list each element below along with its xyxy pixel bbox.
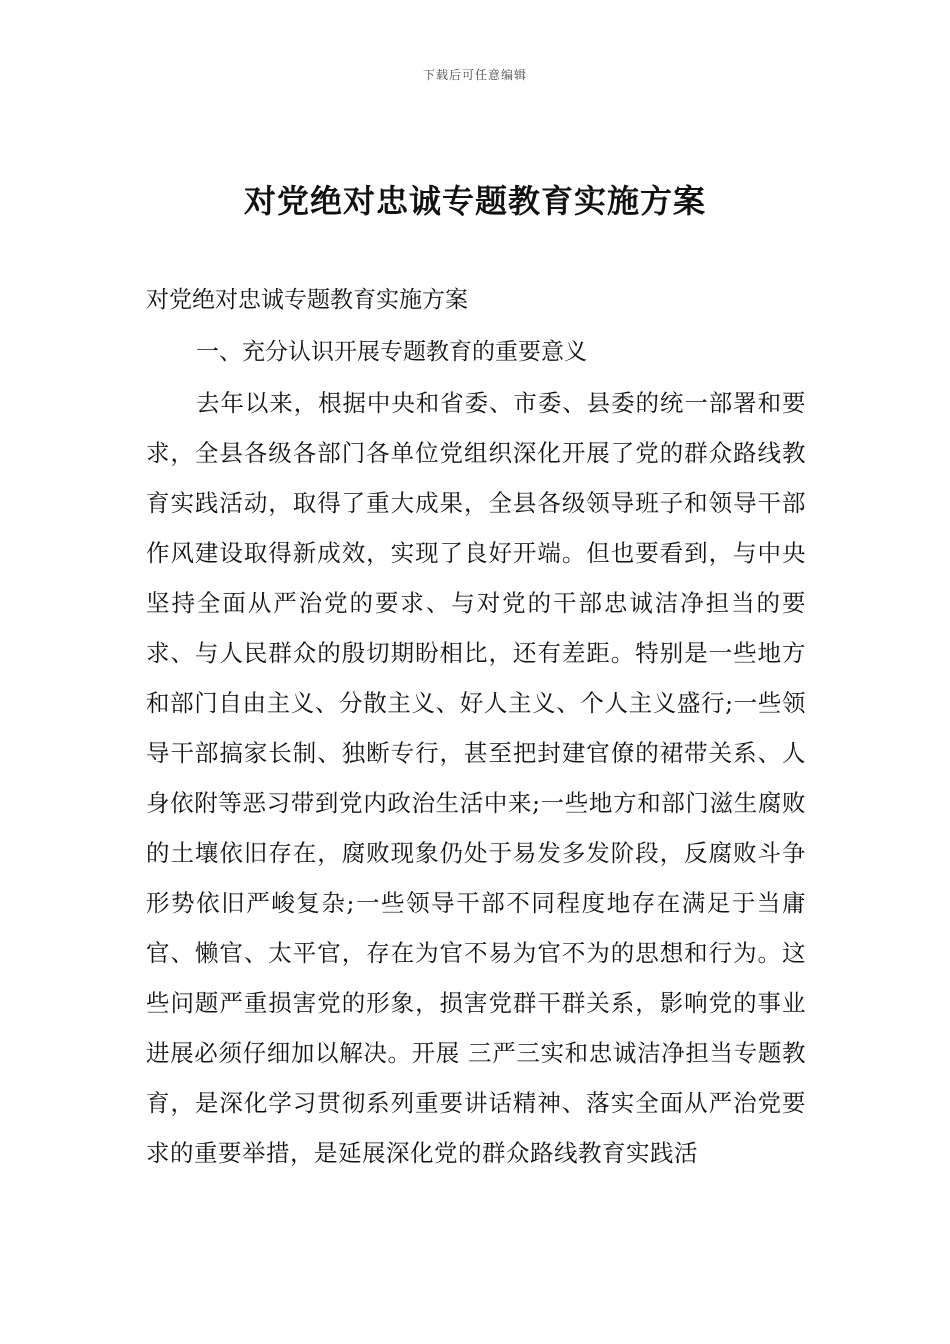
body-paragraph: 去年以来，根据中央和省委、市委、县委的统一部署和要求，全县各级各部门各单位党组织深化开展了党的群众路线教育实践活动，取得了重大成果，全县各级领导班子和领导干部作风建设取得新成效，实现了良好开端。但也要看到，与中央坚持全面从严治党的要求、与对党的干部忠诚洁净担当的要求、与人民群众的殷切期盼相比，还有差距。特别是一些地方和部门自由主义、分散主义、好人主义、个人主义盛行;一些领导干部搞家长制、独断专行，甚至把封建官僚的裙带关系、人身依附等恶习带到党内政治生活中来;一些地方和部门滋生腐败的土壤依旧存在，腐败现象仍处于易发多发阶段，反腐败斗争形势依旧严峻复杂;一些领导干部不同程度地存在满足于当庸官、懒官、太平官，存在为官不易为官不为的思想和行为。这些问题严重损害党的形象，损害党群干群关系，影响党的事业进展必须仔细加以解决。开展 三严三实和忠诚洁净担当专题教育，是深化学习贯彻系列重要讲话精神、落实全面从严治党要求的重要举措，是延展深化党的群众路线教育实践活 <box>146 389 806 1167</box>
document-title: 对党绝对忠诚专题教育实施方案 <box>243 182 706 220</box>
header-note: 下载后可任意编辑 <box>422 68 527 82</box>
section-heading: 一、充分认识开展专题教育的重要意义 <box>196 339 587 365</box>
document-subtitle: 对党绝对忠诚专题教育实施方案 <box>146 287 468 313</box>
document-body <box>146 280 806 1178</box>
